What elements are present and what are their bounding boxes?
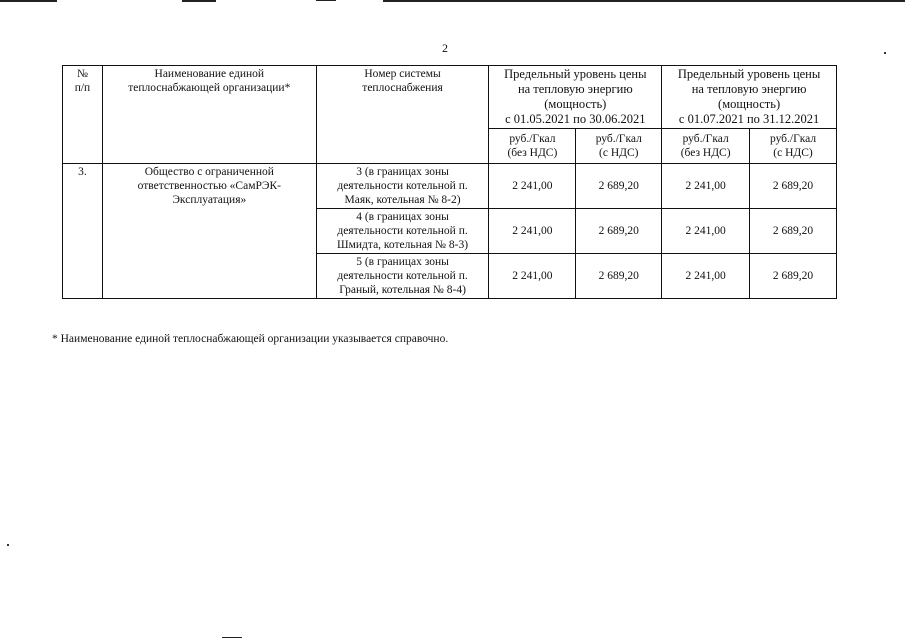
tariff-table bbox=[62, 65, 837, 299]
system-cell: 3 (в границах зоны деятельности котельной п. Маяк, котельная № 8-2) bbox=[316, 164, 489, 209]
table-row bbox=[63, 164, 837, 209]
unit-p1-vat: руб./Гкал (с НДС) bbox=[576, 129, 662, 164]
price-cell: 2 689,20 bbox=[576, 254, 662, 299]
price-cell: 2 689,20 bbox=[750, 254, 837, 299]
scan-artifact-top-mid1 bbox=[182, 0, 216, 2]
header-org-name: Наименование единой теплоснабжающей организации* bbox=[102, 66, 316, 164]
header-row bbox=[63, 66, 837, 129]
scan-artifact-bottom bbox=[222, 637, 242, 638]
price-cell: 2 689,20 bbox=[576, 164, 662, 209]
price-cell: 2 241,00 bbox=[489, 209, 576, 254]
scan-speck bbox=[7, 544, 9, 546]
header-period-1: Предельный уровень цены на тепловую энергию (мощность) с 01.05.2021 по 30.06.2021 bbox=[489, 66, 662, 129]
price-cell: 2 689,20 bbox=[576, 209, 662, 254]
unit-p2-no-vat: руб./Гкал (без НДС) bbox=[662, 129, 750, 164]
price-cell: 2 689,20 bbox=[750, 209, 837, 254]
price-cell: 2 241,00 bbox=[662, 254, 750, 299]
price-cell: 2 241,00 bbox=[489, 254, 576, 299]
org-name: Общество с ограниченной ответственностью «СамРЭК- Эксплуатация» bbox=[102, 164, 316, 299]
org-number: 3. bbox=[63, 164, 103, 299]
header-period-2: Предельный уровень цены на тепловую энергию (мощность) с 01.07.2021 по 31.12.2021 bbox=[662, 66, 837, 129]
price-cell: 2 241,00 bbox=[662, 164, 750, 209]
header-system-number: Номер системы теплоснабжения bbox=[316, 66, 489, 164]
unit-p2-vat: руб./Гкал (с НДС) bbox=[750, 129, 837, 164]
scan-artifact-top-mid2 bbox=[316, 0, 336, 1]
system-cell: 5 (в границах зоны деятельности котельной п. Граный, котельная № 8-4) bbox=[316, 254, 489, 299]
price-cell: 2 241,00 bbox=[489, 164, 576, 209]
unit-p1-no-vat: руб./Гкал (без НДС) bbox=[489, 129, 576, 164]
page-number: 2 bbox=[442, 41, 448, 55]
scan-artifact-top-left bbox=[0, 0, 57, 2]
scan-artifact-top-right bbox=[383, 0, 905, 2]
footnote: * Наименование единой теплоснабжающей организации указывается справочно. bbox=[52, 333, 449, 345]
header-number: № п/п bbox=[63, 66, 103, 164]
price-cell: 2 241,00 bbox=[662, 209, 750, 254]
system-cell: 4 (в границах зоны деятельности котельной п. Шмидта, котельная № 8-3) bbox=[316, 209, 489, 254]
price-cell: 2 689,20 bbox=[750, 164, 837, 209]
